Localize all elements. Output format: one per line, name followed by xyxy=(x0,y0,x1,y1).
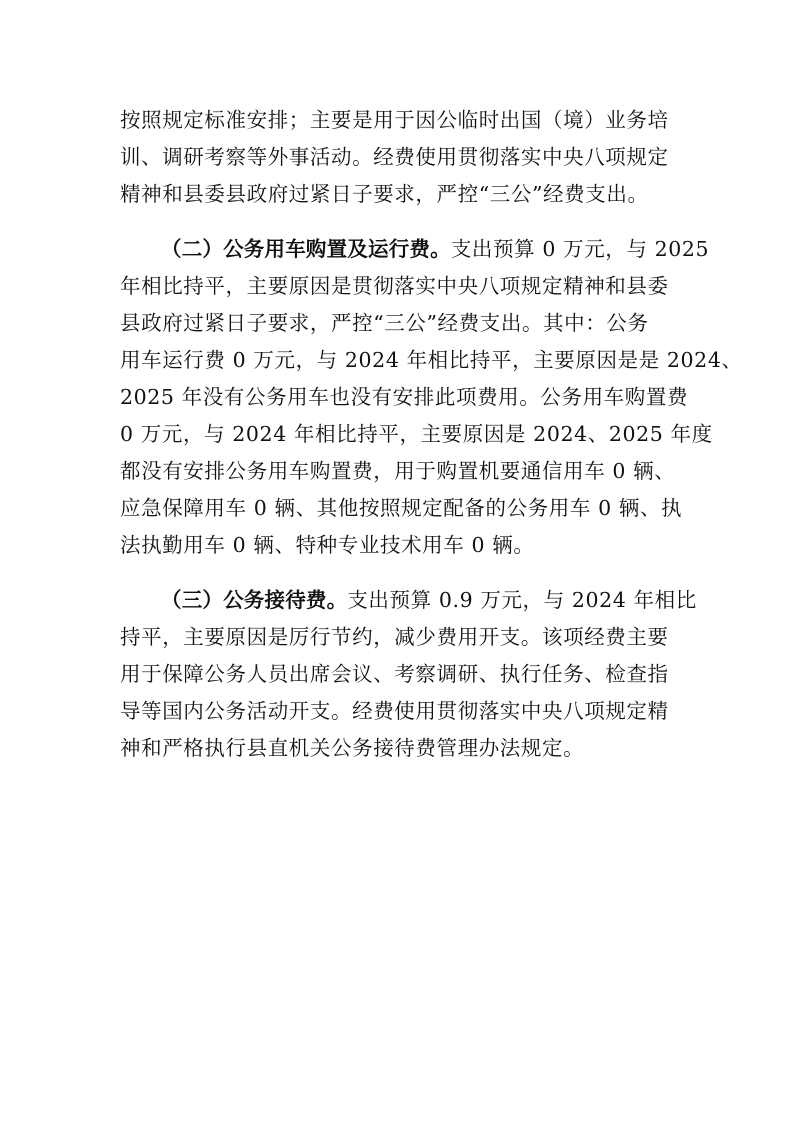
text-line: 训、调研考察等外事活动。经费使用贯彻落实中央八项规定 xyxy=(120,145,669,169)
document-page xyxy=(120,102,743,785)
text-line: 0 万元，与 2024 年相比持平，主要原因是 2024、2025 年度 xyxy=(120,422,713,446)
text-line: 县政府过紧日子要求，严控“三公”经费支出。其中：公务 xyxy=(120,311,649,335)
text-line: 用车运行费 0 万元，与 2024 年相比持平，主要原因是是 2024、 xyxy=(120,348,743,372)
text-line: 导等国内公务活动开支。经费使用贯彻落实中央八项规定精 xyxy=(120,699,669,723)
text-line xyxy=(120,231,710,268)
text-line: 2025 年没有公务用车也没有安排此项费用。公务用车购置费 xyxy=(120,385,689,409)
text-fragment: 支出预算 0.9 万元，与 2024 年相比 xyxy=(347,588,697,612)
paragraph-reception-costs xyxy=(120,582,697,767)
text-line: 年相比持平，主要原因是贯彻落实中央八项规定精神和县委 xyxy=(120,274,669,298)
paragraph-vehicle-costs xyxy=(120,231,743,564)
text-line: 应急保障用车 0 辆、其他按照规定配备的公务用车 0 辆、执 xyxy=(120,496,683,520)
section-heading-reception: （三）公务接待费。 xyxy=(161,588,348,612)
text-line: 都没有安排公务用车购置费，用于购置机要通信用车 0 辆、 xyxy=(120,459,676,483)
text-line: 精神和县委县政府过紧日子要求，严控“三公”经费支出。 xyxy=(120,182,649,206)
paragraph-foreign-travel xyxy=(120,102,680,213)
text-line: 神和严格执行县直机关公务接待费管理办法规定。 xyxy=(120,736,585,760)
text-fragment: 支出预算 0 万元，与 2025 xyxy=(450,237,710,261)
section-heading-vehicle: （二）公务用车购置及运行费。 xyxy=(161,237,451,261)
text-line xyxy=(120,582,697,619)
text-line: 持平，主要原因是厉行节约，减少费用开支。该项经费主要 xyxy=(120,625,669,649)
text-line: 按照规定标准安排；主要是用于因公临时出国（境）业务培 xyxy=(120,108,669,132)
text-line: 用于保障公务人员出席会议、考察调研、执行任务、检查指 xyxy=(120,662,669,686)
text-line: 法执勤用车 0 辆、特种专业技术用车 0 辆。 xyxy=(120,533,535,557)
